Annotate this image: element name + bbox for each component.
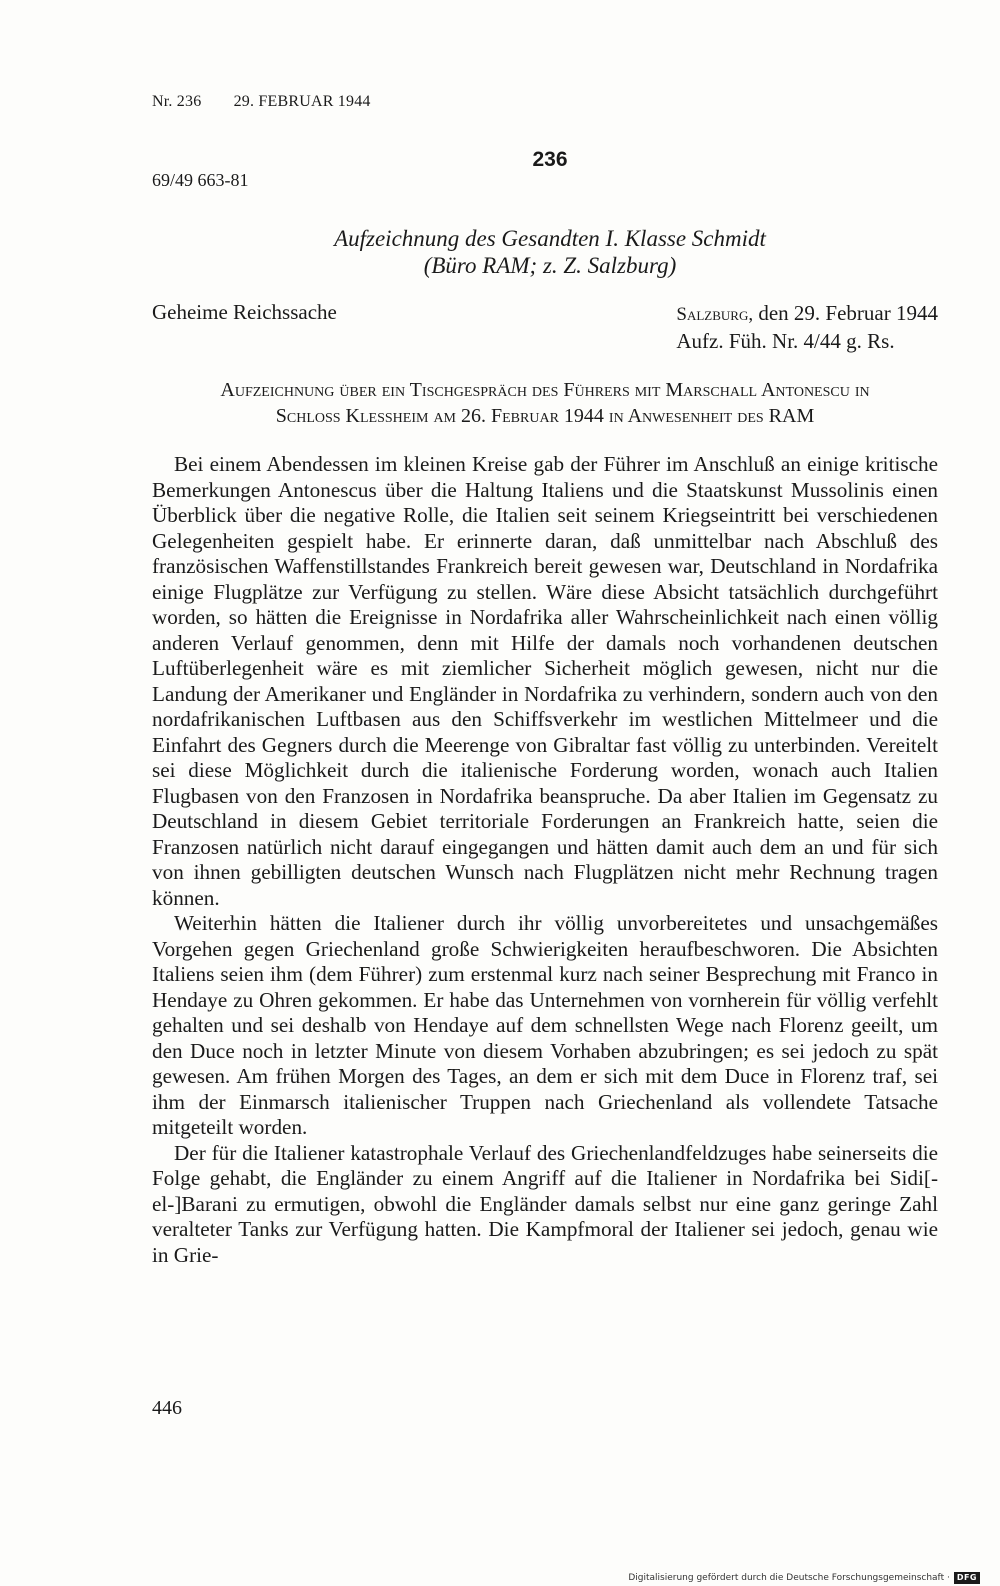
running-head-number: Nr. 236 (152, 93, 202, 110)
file-reference: Aufz. Füh. Nr. 4/44 g. Rs. (676, 329, 895, 353)
document-number: 236 (532, 148, 568, 171)
place-city: Salzburg, (676, 304, 754, 325)
reference-number: 69/49 663-81 (152, 170, 249, 190)
footer-credit (628, 1572, 980, 1584)
document-heading (0, 225, 1000, 279)
place-date-block (676, 300, 938, 355)
paragraph: Der für die Italiener katastrophale Verlauf des Griechenlandfeldzuges habe seinerseits die Folge gehabt, die Engländer zu einem Angriff auf die Italiener in Nordafrika bei Sidi[-el-]Barani zu ermutigen, obwohl die Engländer damals selbst nur eine ganz geringe Zahl veralteter Tanks zur Verfügung hatten. Die Kampfmoral der Italiener sei jedoch, genau wie in Grie- (152, 1140, 938, 1267)
paragraph: Bei einem Abendessen im kleinen Kreise gab der Führer im Anschluß an einige kritische Bemerkungen Antonescus über die Haltung Italiens und die Staatskunst Mussolinis einen Überblick über die negative Rolle, die Italien seit seinem Kriegseintritt bei verschiedenen Gelegenheiten gespielt habe. Er erinnerte daran, daß unmittelbar nach Abschluß des französischen Waffenstillstandes Frankreich bereit gewesen war, Deutschland in Nordafrika einige Flugplätze zur Verfügung zu stellen. Wäre diese Absicht tatsächlich durchgeführt worden, so hätten die Ereignisse in Nordafrika aller Wahrscheinlichkeit nach einen völlig anderen Verlauf genommen, denn mit Hilfe der damals noch vorhandenen deutschen Luftüberlegenheit wäre es mit ziemlicher Sicherheit möglich gewesen, nicht nur die Landung der Amerikaner und Engländer in Nordafrika zu verhindern, sondern auch von den nordafrikanischen Luftbasen aus den Schiffsverkehr im westlichen Mittelmeer und die Einfahrt des Gegners durch die Meerenge von Gibraltar fast völlig zu unterbinden. Vereitelt sei diese Möglichkeit durch die italienische Forderung worden, wonach auch Italien Flugbasen von den Franzosen in Nordafrika beanspruche. Da aber Italien im Gegensatz zu Deutschland in diesem Gebiet territoriale Forderungen an Frankreich hatte, seien die Franzosen natürlich nicht darauf eingegangen und hätten damit auch dem an und für sich von ihnen gebilligten deutschen Wunsch nach Flugplätzen nicht mehr Rechnung tragen können. (152, 452, 938, 910)
heading-line-2: (Büro RAM; z. Z. Salzburg) (423, 253, 677, 278)
running-head (152, 93, 371, 111)
footer-text: Digitalisierung gefördert durch die Deutsche Forschungsgemeinschaft · (628, 1573, 950, 1583)
title-line-2: Schloss Klessheim am 26. Februar 1944 in Anwesenheit des RAM (275, 405, 815, 427)
date-text: den 29. Februar 1944 (753, 301, 938, 325)
dfg-logo-icon: DFG (954, 1572, 980, 1584)
paragraph: Weiterhin hätten die Italiener durch ihr völlig unvorbereitetes und unsachgemäßes Vorgehen gegen Griechenland große Schwierigkeiten heraufbeschworen. Die Absichten Italiens seien ihm (dem Führer) zum erstenmal kurz nach seiner Besprechung mit Franco in Hendaye zu Ohren gekommen. Er habe das Unternehmen von vornherein für völlig verfehlt gehalten und sei deshalb von Hendaye auf dem schnellsten Wege nach Florenz geeilt, um den Duce noch in letzter Minute von diesem Vorhaben abzubringen; es sei jedoch zu spät gewesen. Am frühen Morgen des Tages, an dem er sich mit dem Duce in Florenz traf, sei ihm der Einmarsch italienischer Truppen nach Griechenland als vollendete Tatsache mitgeteilt worden. (152, 911, 938, 1139)
place-date-line (676, 300, 938, 328)
running-head-date: 29. FEBRUAR 1944 (233, 93, 371, 110)
body-text (152, 452, 938, 1268)
classification-label: Geheime Reichssache (152, 300, 337, 324)
heading-line-1: Aufzeichnung des Gesandten I. Klasse Schmidt (334, 226, 766, 251)
page-number: 446 (152, 1397, 182, 1419)
title-line-1: Aufzeichnung über ein Tischgespräch des Führers mit Marschall Antonescu in (220, 379, 870, 401)
document-title (152, 377, 938, 429)
